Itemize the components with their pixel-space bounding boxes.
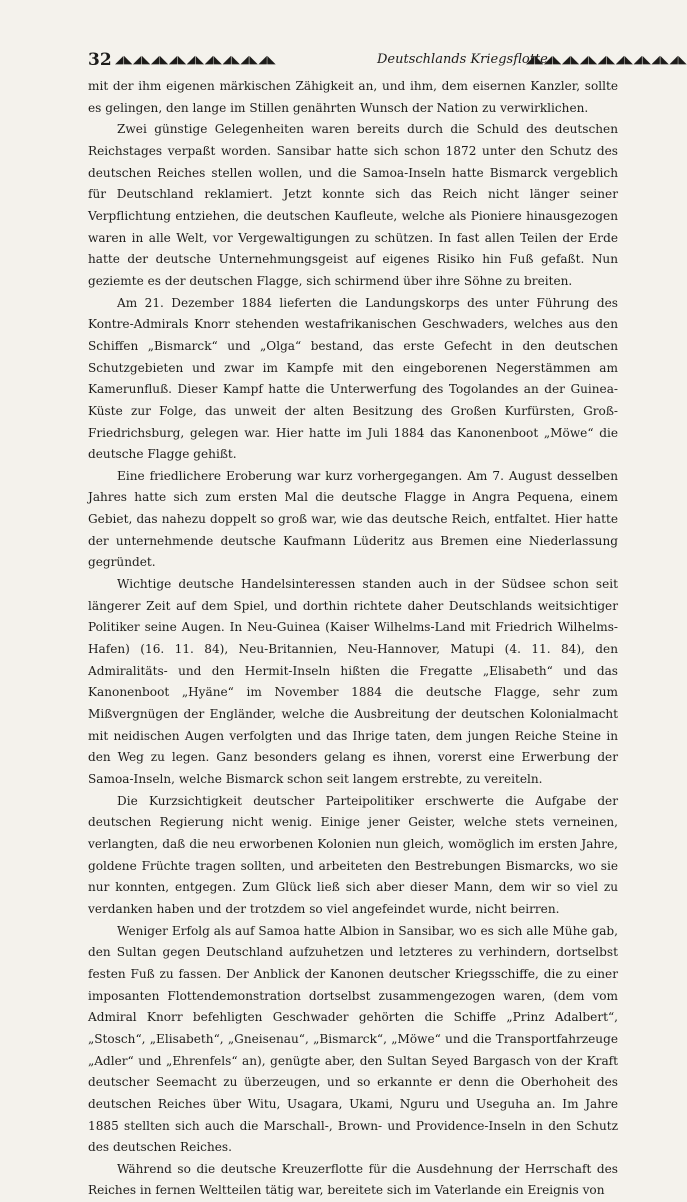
body-text	[88, 76, 618, 1202]
ornament-right-icon: ◢◣◢◣◢◣◢◣◢◣◢◣◢◣◢◣◢◣	[526, 53, 687, 66]
paragraph: mit der ihm eigenen märkischen Zähigkeit an, und ihm, dem eisernen Kanzler, sollte es gelingen, den lange im Stillen genährten Wunsch der Nation zu verwirklichen.	[88, 79, 618, 115]
running-header	[88, 50, 687, 72]
paragraph: Zwei günstige Gelegenheiten waren bereits durch die Schuld des deutschen Reichstages verpaßt worden. Sansibar hatte sich schon 1872 unter den Schutz des deutschen Reiches stellen wollen, und die Samoa-Inseln hatte Bismarck vergeblich für Deutschland reklamiert. Jetzt konnte sich das Reich nicht länger seiner Verpflichtung entziehen, die deutschen Kaufleute, welche als Pioniere hinausgezogen waren in alle Welt, vor Vergewaltigungen zu schützen. In fast allen Teilen der Erde hatte der deutsche Unternehmungsgeist auf eigenes Risiko hin Fuß gefaßt. Nun geziemte es der deutschen Flagge, sich schirmend über ihre Söhne zu breiten.	[88, 122, 618, 288]
page-number: 32	[88, 50, 112, 70]
paragraph: Am 21. Dezember 1884 lieferten die Landungskorps des unter Führung des Kontre-Admirals Knorr stehenden westafrikanischen Geschwaders, welches aus den Schiffen „Bismarck“ und „Olga“ bestand, das erste Gefecht in den deutschen Schutzgebieten und zwar im Kampfe mit den eingeborenen Negerstämmen am Kamerunfluß. Dieser Kampf hatte die Unterwerfung des Togolandes an der Guinea-Küste zur Folge, das unweit der alten Besitzung des Großen Kurfürsten, Groß-Friedrichsburg, gelegen war. Hier hatte im Juli 1884 das Kanonenboot „Möwe“ die deutsche Flagge gehißt.	[88, 295, 618, 462]
paragraph: Wichtige deutsche Handelsinteressen standen auch in der Südsee schon seit längerer Zeit auf dem Spiel, und dorthin richtete daher Deutschlands weitsichtiger Politiker seine Augen. In Neu-Guinea (Kaiser Wilhelms-Land mit Friedrich Wilhelms-Hafen) (16. 11. 84), Neu-Britannien, Neu-Hannover, Matupi (4. 11. 84), den Admiralitäts- und den Hermit-Inseln hißten die Fregatte „Elisabeth“ und das Kanonenboot „Hyäne“ im November 1884 die deutsche Flagge, sehr zum Mißvergnügen der Engländer, welche die Ausbreitung der deutschen Kolonialmacht mit neidischen Augen verfolgten und das Ihrige taten, dem jungen Reiche Steine in den Weg zu legen. Ganz besonders gelang es ihnen, vorerst eine Erwerbung der Samoa-Inseln, welche Bismarck schon seit langem erstrebte, zu vereiteln.	[88, 577, 618, 786]
paragraph: Weniger Erfolg als auf Samoa hatte Albion in Sansibar, wo es sich alle Mühe gab, den Sultan gegen Deutschland aufzuhetzen und letzteres zu verhindern, dortselbst festen Fuß zu fassen. Der Anblick der Kanonen deutscher Kriegsschiffe, die zu einer imposanten Flottendemonstration dortselbst zusammengezogen waren, (dem vom Admiral Knorr befehligten Geschwader gehörten die Schiffe „Prinz Adalbert“, „Stosch“, „Elisabeth“, „Gneisenau“, „Bismarck“, „Möwe“ und die Transportfahrzeuge „Adler“ und „Ehrenfels“ an), genügte aber, den Sultan Seyed Bargasch von der Kraft deutscher Seemacht zu überzeugen, und so erkannte er denn die Oberhoheit des deutschen Reiches über Witu, Usagara, Ukami, Nguru und Useguha an. Im Jahre 1885 stellten sich auch die Marschall-, Brown- und Providence-Inseln in den Schutz des deutschen Reiches.	[88, 923, 618, 1155]
paragraph: Eine friedlichere Eroberung war kurz vorhergegangen. Am 7. August desselben Jahres hatte sich zum ersten Mal die deutsche Flagge in Angra Pequena, einem Gebiet, das nahezu doppelt so groß war, wie das deutsche Reich, entfaltet. Hier hatte der unternehmende deutsche Kaufmann Lüderitz aus Bremen eine Niederlassung gegründet.	[88, 468, 618, 570]
paragraph: Die Kurzsichtigkeit deutscher Parteipolitiker erschwerte die Aufgabe der deutschen Regierung nicht wenig. Einige jener Geister, welche stets verneinen, verlangten, daß die neu erworbenen Kolonien nun gleich, womöglich im ersten Jahre, goldene Früchte tragen sollten, und arbeiteten den Bestrebungen Bismarcks, wo sie nur konnten, entgegen. Zum Glück ließ sich aber dieser Mann, dem wir so viel zu verdanken haben und der trotzdem so viel angefeindet wurde, nicht beirren.	[88, 793, 618, 916]
running-title: Deutschlands Kriegsflotte.	[377, 52, 552, 67]
ornament-left-icon: ◢◣◢◣◢◣◢◣◢◣◢◣◢◣◢◣◢◣	[115, 53, 277, 66]
paragraph: Während so die deutsche Kreuzerflotte für die Ausdehnung der Herrschaft des Reiches in fernen Weltteilen tätig war, bereitete sich im Vaterlande ein Ereignis von	[88, 1161, 618, 1198]
